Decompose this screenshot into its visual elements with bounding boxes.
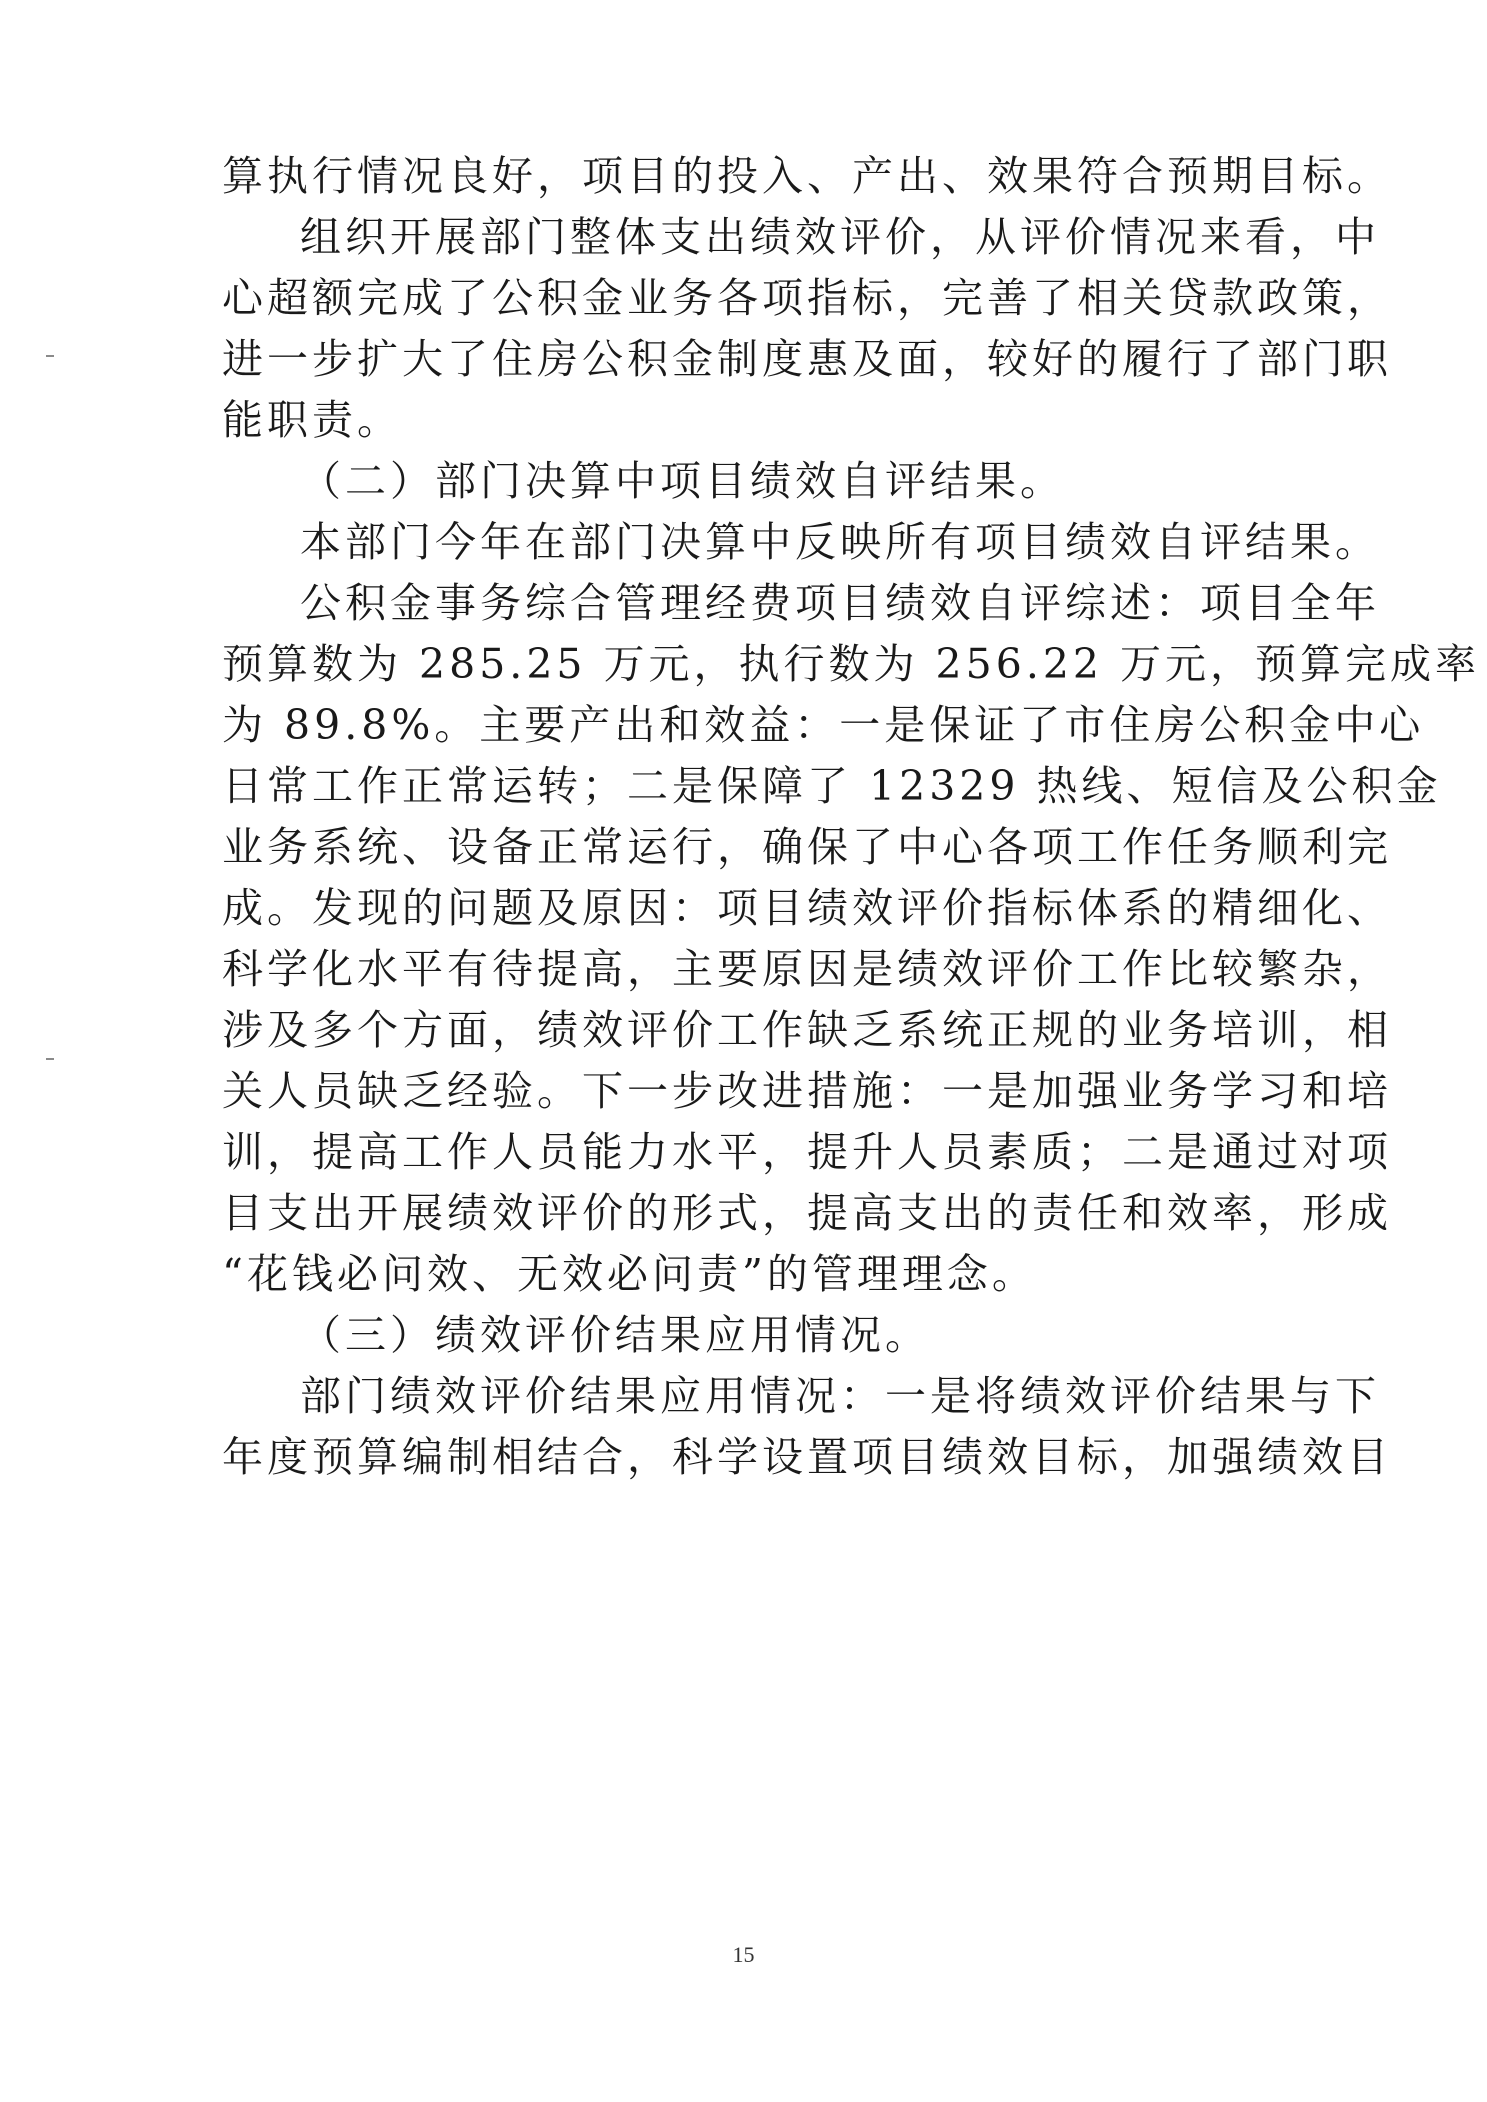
text-line: 组织开展部门整体支出绩效评价，从评价情况来看，中 [300, 213, 1380, 261]
text-line: 涉及多个方面，绩效评价工作缺乏系统正规的业务培训，相 [222, 1006, 1392, 1054]
text-line: 本部门今年在部门决算中反映所有项目绩效自评结果。 [300, 518, 1380, 566]
section-heading: （二）部门决算中项目绩效自评结果。 [300, 457, 1065, 505]
text-line: 心超额完成了公积金业务各项指标，完善了相关贷款政策， [222, 274, 1392, 322]
text-line: 目支出开展绩效评价的形式，提高支出的责任和效率，形成 [222, 1189, 1392, 1237]
page-number: 15 [732, 1942, 755, 1967]
text-line: 日常工作正常运转；二是保障了 12329 热线、短信及公积金 [222, 762, 1442, 810]
section-heading: （三）绩效评价结果应用情况。 [300, 1311, 930, 1359]
text-line: 成。发现的问题及原因：项目绩效评价指标体系的精细化、 [222, 884, 1392, 932]
scan-mark [46, 355, 54, 357]
text-line: 公积金事务综合管理经费项目绩效自评综述：项目全年 [300, 579, 1380, 627]
text-line: 算执行情况良好，项目的投入、产出、效果符合预期目标。 [222, 152, 1392, 200]
text-line: 预算数为 285.25 万元，执行数为 256.22 万元，预算完成率 [222, 640, 1481, 688]
text-line: 科学化水平有待提高，主要原因是绩效评价工作比较繁杂， [222, 945, 1392, 993]
text-line: “花钱必问效、无效必问责”的管理理念。 [222, 1250, 1037, 1298]
text-line: 进一步扩大了住房公积金制度惠及面，较好的履行了部门职 [222, 335, 1392, 383]
text-line: 年度预算编制相结合，科学设置项目绩效目标，加强绩效目 [222, 1433, 1392, 1481]
text-line: 部门绩效评价结果应用情况：一是将绩效评价结果与下 [300, 1372, 1380, 1420]
text-line: 业务系统、设备正常运行，确保了中心各项工作任务顺利完 [222, 823, 1392, 871]
text-line: 训，提高工作人员能力水平，提升人员素质；二是通过对项 [222, 1128, 1392, 1176]
text-line: 能职责。 [222, 396, 402, 444]
scan-mark [46, 1058, 54, 1060]
text-line: 为 89.8%。主要产出和效益：一是保证了市住房公积金中心 [222, 701, 1425, 749]
text-line: 关人员缺乏经验。下一步改进措施：一是加强业务学习和培 [222, 1067, 1392, 1115]
